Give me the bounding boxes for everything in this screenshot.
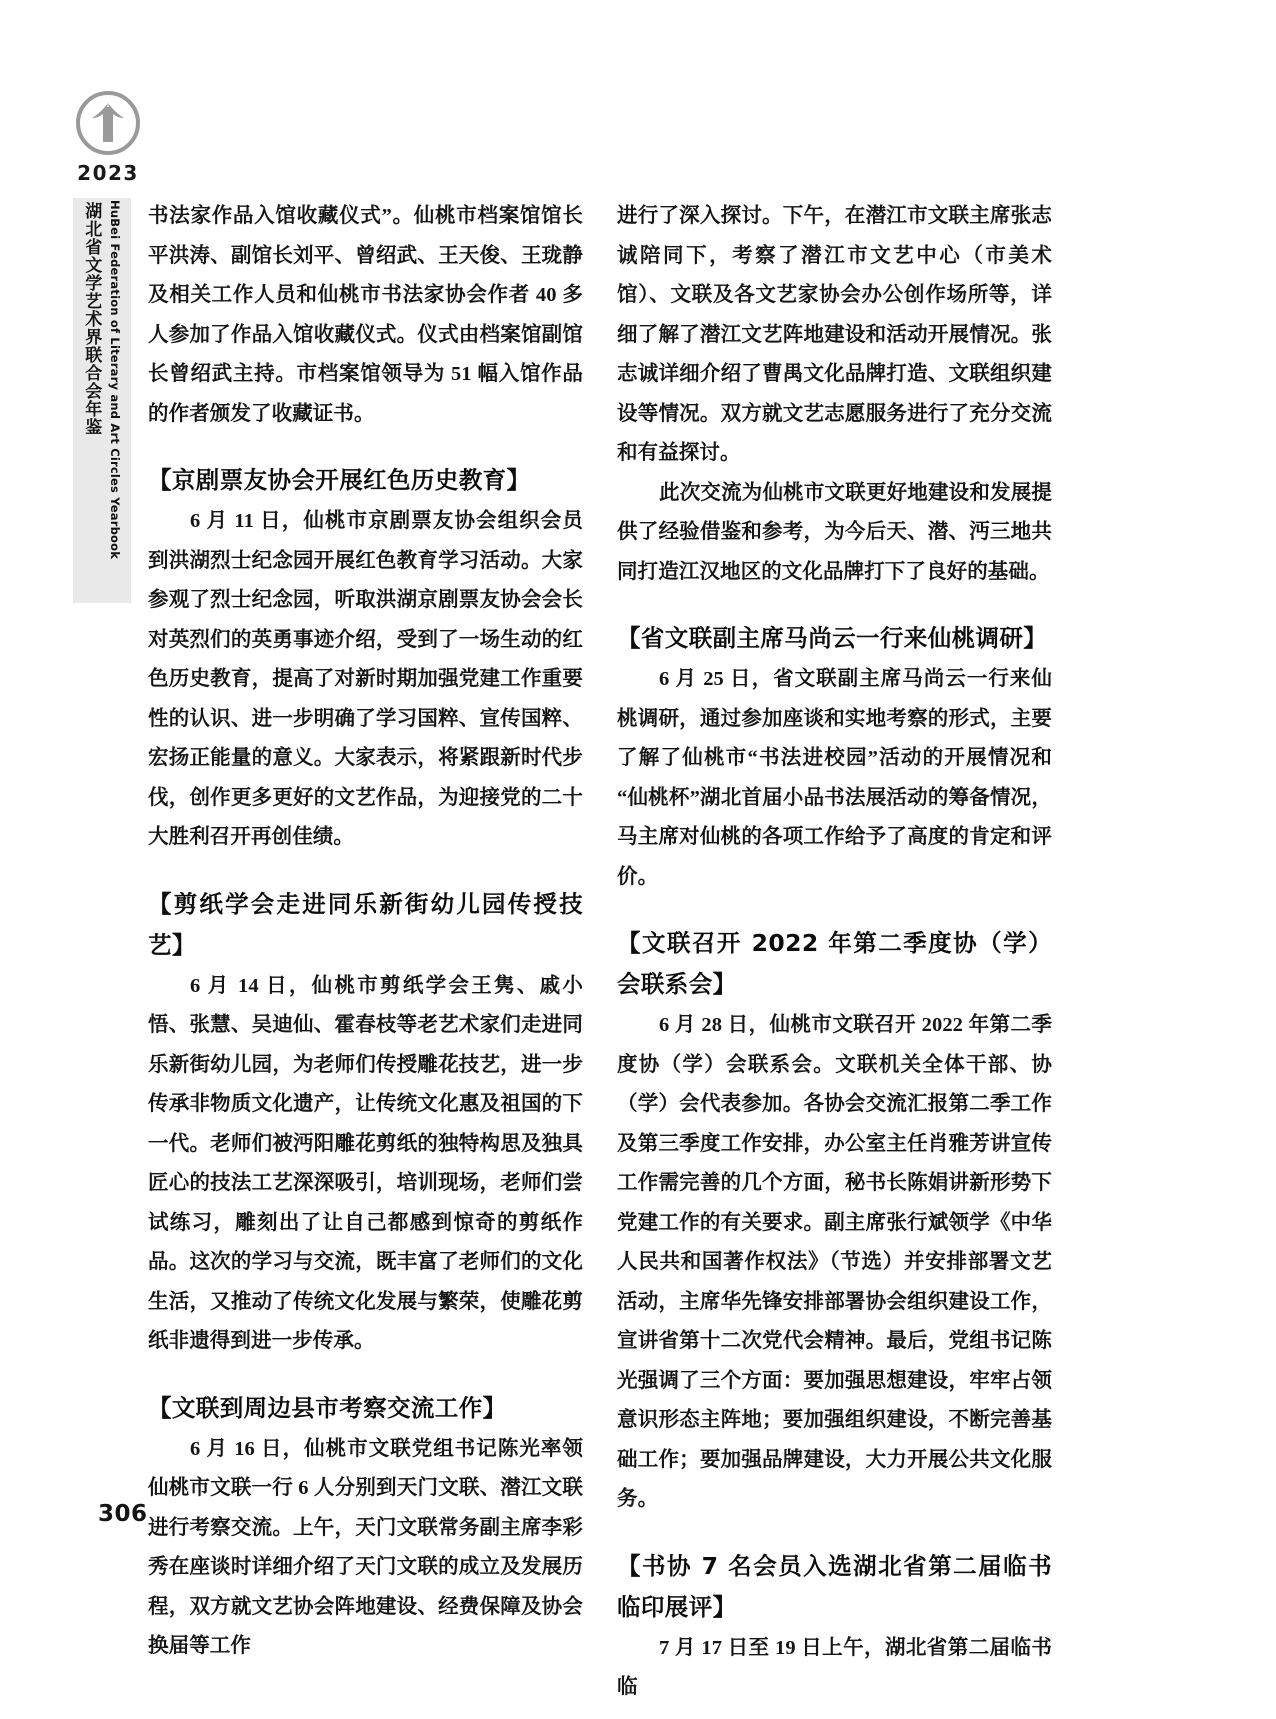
section-heading: 【文联召开 2022 年第二季度协（学）会联系会】	[617, 929, 1052, 998]
spine-title-english: HuBei Federation of Literary and Art Circles Yearbook	[108, 200, 123, 560]
body-paragraph: 书法家作品入馆收藏仪式”。仙桃市档案馆馆长平洪涛、副馆长刘平、曾绍武、王天俊、王珑静及相关工作人员和仙桃市书法家协会作者 40 多人参加了作品入馆收藏仪式。仪式由档案馆副馆长曾绍武主持。市档案馆领导为 51 幅入馆作品的作者颁发了收藏证书。	[148, 205, 583, 425]
spine-title-chinese: 湖北省文学艺术界联合会年鉴	[82, 202, 102, 436]
body-paragraph: 6 月 25 日，省文联副主席马尚云一行来仙桃调研，通过参加座谈和实地考察的形式，主要了解了仙桃市“书法进校园”活动的开展情况和“仙桃杯”湖北首届小品书法展活动的筹备情况，马主席对仙桃的各项工作给予了高度的肯定和评价。	[617, 668, 1052, 888]
section-heading: 【京剧票友协会开展红色历史教育】	[148, 466, 531, 494]
section-heading: 【文联到周边县市考察交流工作】	[148, 1393, 507, 1422]
body-paragraph: 进行了深入探讨。下午，在潜江市文联主席张志诚陪同下，考察了潜江市文艺中心（市美术馆）、文联及各文艺家协会办公创作场所等，详细了解了潜江文艺阵地建设和活动开展情况。张志诚详细介绍了曹禺文化品牌打造、文联组织建设等情况。双方就文艺志愿服务进行了充分交流和有益探讨。	[617, 205, 1052, 464]
section-heading: 【剪纸学会走进同乐新街幼儿园传授技艺】	[148, 889, 583, 959]
section-heading: 【书协 7 名会员入选湖北省第二届临书临印展评】	[617, 1551, 1052, 1621]
year-label: 2023	[77, 161, 139, 185]
body-columns	[148, 197, 1078, 1698]
page-number: 306	[98, 1501, 148, 1527]
body-paragraph: 7 月 17 日至 19 日上午，湖北省第二届临书临	[617, 1636, 1052, 1698]
spine-label	[73, 198, 131, 603]
section-heading: 【省文联副主席马尚云一行来仙桃调研】	[617, 624, 1048, 652]
body-paragraph: 6 月 11 日，仙桃市京剧票友协会组织会员到洪湖烈士纪念园开展红色教育学习活动。大家参观了烈士纪念园，听取洪湖京剧票友协会会长对英烈们的英勇事迹介绍，受到了一场生动的红色历史教育，提高了对新时期加强党建工作重要性的认识、进一步明确了学习国粹、宣传国粹、宏扬正能量的意义。大家表示，将紧跟新时代步伐，创作更多更好的文艺作品，为迎接党的二十大胜利召开再创佳绩。	[148, 510, 583, 848]
body-paragraph: 6 月 28 日，仙桃市文联召开 2022 年第二季度协（学）会联系会。文联机关全体干部、协（学）会代表参加。各协会交流汇报第二季工作及第三季度工作安排，办公室主任肖雅芳讲宣传工作需完善的几个方面，秘书长陈娟讲新形势下党建工作的有关要求。副主席张行斌领学《中华人民共和国著作权法》（节选）并安排部署文艺活动，主席华先锋安排部署协会组织建设工作，宣讲省第十二次党代会精神。最后，党组书记陈光强调了三个方面：要加强思想建设，牢牢占领意识形态主阵地；要加强组织建设，不断完善基础工作；要加强品牌建设，大力开展公共文化服务。	[617, 1014, 1052, 1510]
body-paragraph: 6 月 16 日，仙桃市文联党组书记陈光率领仙桃市文联一行 6 人分别到天门文联、潜江文联进行考察交流。上午，天门文联常务副主席李彩秀在座谈时详细介绍了天门文联的成立及发展历程，双方就文艺协会阵地建设、经费保障及协会换届等工作	[148, 1437, 583, 1657]
body-paragraph: 此次交流为仙桃市文联更好地建设和发展提供了经验借鉴和参考，为今后天、潜、沔三地共同打造江汉地区的文化品牌打下了良好的基础。	[617, 481, 1052, 583]
federation-emblem-icon	[75, 90, 141, 156]
body-paragraph: 6 月 14 日，仙桃市剪纸学会王隽、戚小悟、张慧、吴迪仙、霍春枝等老艺术家们走进同乐新街幼儿园，为老师们传授雕花技艺，进一步传承非物质文化遗产，让传统文化惠及祖国的下一代。老师们被沔阳雕花剪纸的独特构思及独具匠心的技法工艺深深吸引，培训现场，老师们尝试练习，雕刻出了让自己都感到惊奇的剪纸作品。这次的学习与交流，既丰富了老师们的文化生活，又推动了传统文化发展与繁荣，使雕花剪纸非遗得到进一步传承。	[148, 974, 583, 1352]
left-column	[148, 197, 583, 1657]
right-column	[617, 197, 1052, 1698]
margin-furniture	[62, 90, 154, 185]
